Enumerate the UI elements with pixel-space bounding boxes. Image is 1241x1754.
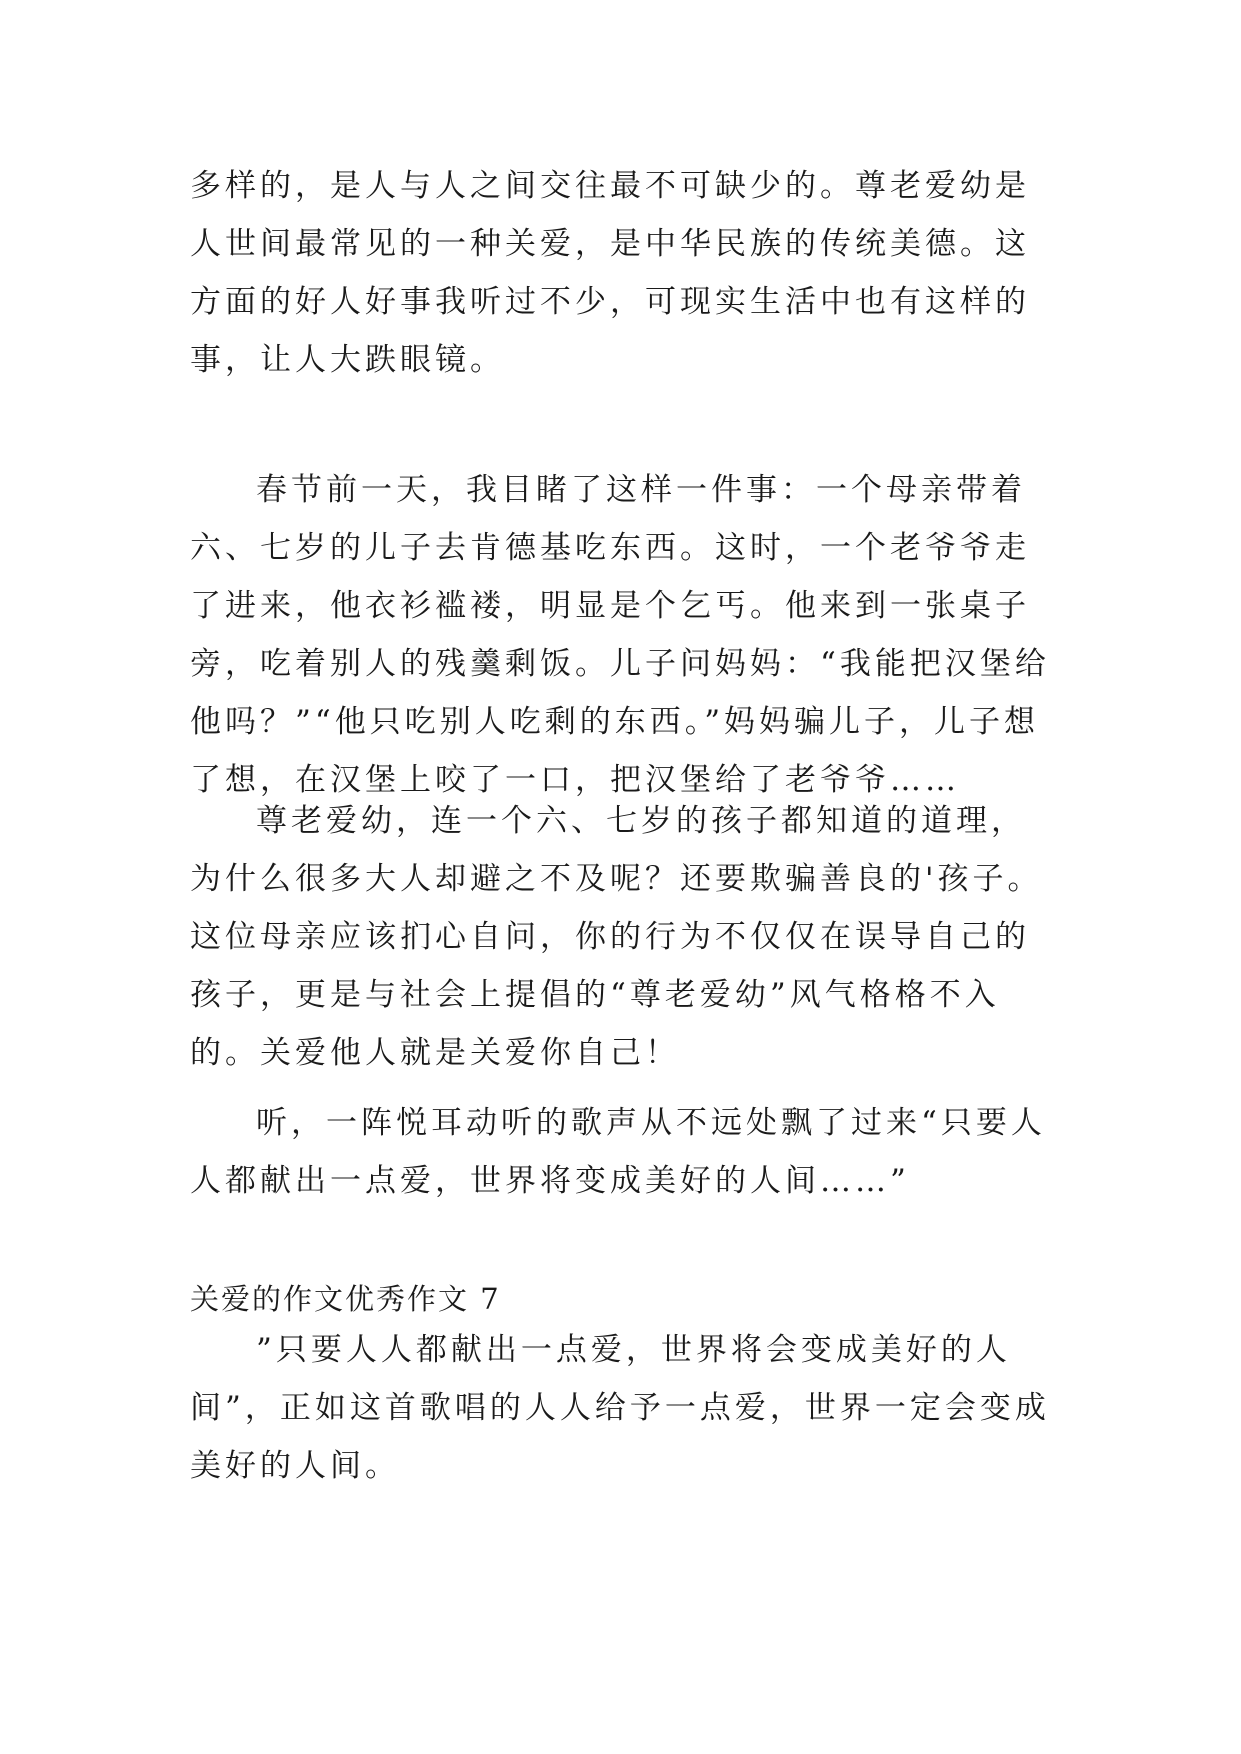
paragraph-section-intro: ”只要人人都献出一点爱，世界将会变成美好的人间”，正如这首歌唱的人人给予一点爱，世界一定会变成美好的人间。 bbox=[190, 1332, 1050, 1484]
paragraph-song: 听，一阵悦耳动听的歌声从不远处飘了过来“只要人人都献出一点爱，世界将变成美好的人间……” bbox=[190, 1105, 1046, 1199]
paragraph-continued: 多样的，是人与人之间交往最不可缺少的。尊老爱幼是人世间最常见的一种关爱，是中华民族的传统美德。这方面的好人好事我听过不少，可现实生活中也有这样的事，让人大跌眼镜。 bbox=[190, 168, 1030, 378]
paragraph-story: 春节前一天，我目睹了这样一件事：一个母亲带着六、七岁的儿子去肯德基吃东西。这时，一个老爷爷走了进来，他衣衫褴褛，明显是个乞丐。他来到一张桌子旁，吃着别人的残羹剩饭。儿子问妈妈：“我能把汉堡给他吗？”“他只吃别人吃剩的东西。”妈妈骗儿子，儿子想了想，在汉堡上咬了一口，把汉堡给了老爷爷…… bbox=[190, 472, 1050, 798]
section-heading: 关爱的作文优秀作文 7 bbox=[190, 1282, 501, 1316]
paragraph-reflection: 尊老爱幼，连一个六、七岁的孩子都知道的道理，为什么很多大人却避之不及呢？还要欺骗善良的'孩子。这位母亲应该扪心自问，你的行为不仅仅在误导自己的孩子，更是与社会上提倡的“尊老爱幼”风气格格不入的。关爱他人就是关爱你自己！ bbox=[190, 803, 1043, 1071]
